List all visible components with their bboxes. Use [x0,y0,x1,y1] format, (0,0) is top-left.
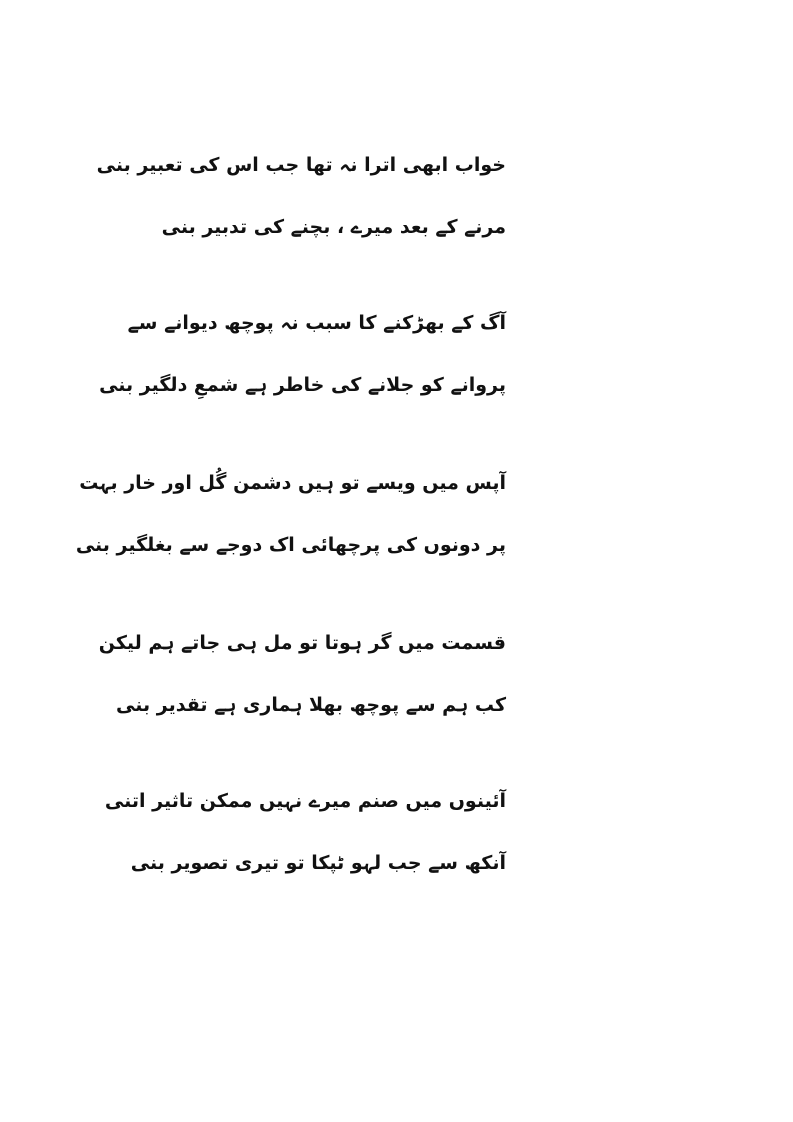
verse-line: مرنے کے بعد میرے ، بچنے کی تدبیر بنی [161,216,506,238]
verse-line: آپس میں ویسے تو ہیں دشمن گُل اور خار بہت [79,472,506,494]
verse-line: آگ کے بھڑکنے کا سبب نہ پوچھ دیوانے سے [127,312,506,334]
stanza-5 [104,786,506,878]
stanza-2 [99,308,506,400]
stanza-3 [75,468,506,560]
stanza-1 [96,150,506,242]
verse-line: قسمت میں گر ہوتا تو مل ہی جاتے ہم لیکن [98,632,506,654]
verse-line: پر دونوں کی پرچھائی اک دوجے سے بغلگیر بنی [75,534,506,556]
verse-line: پروانے کو جلانے کی خاطر ہے شمعِ دلگیر بنی [99,374,506,396]
stanza-4 [98,628,506,720]
verse-line: خواب ابھی اترا نہ تھا جب اس کی تعبیر بنی [96,154,506,176]
verse-line: آنکھ سے جب لہو ٹپکا تو تیری تصویر بنی [130,852,506,874]
verse-line: کب ہم سے پوچھ بھلا ہماری ہے تقدیر بنی [116,694,506,716]
verse-line: آئینوں میں صنم میرے نہیں ممکن تاثیر اتنی [104,790,506,812]
